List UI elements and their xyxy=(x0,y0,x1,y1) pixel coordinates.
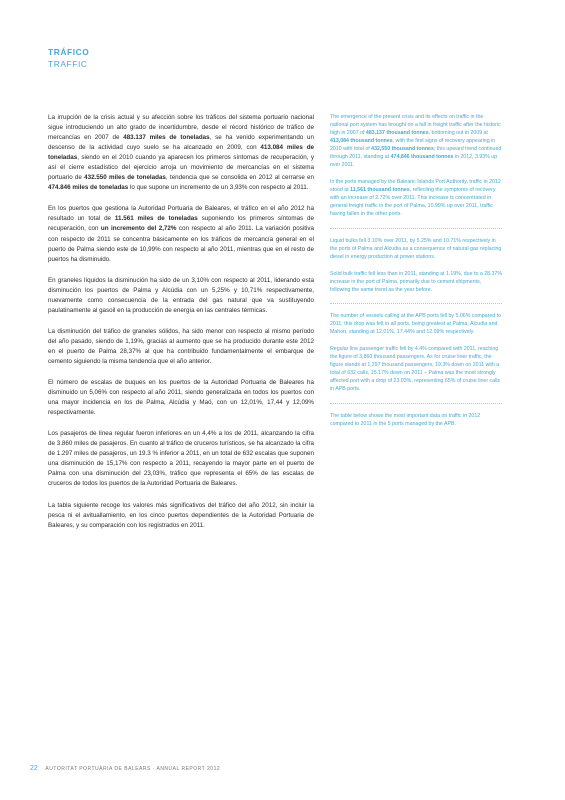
section-title-es: TRÁFICO xyxy=(48,47,90,57)
section-header xyxy=(48,47,89,69)
paragraph-en-5: The number of vessels calling at the APB ports fell by 5.06% compared to 2011; this drop was felt in all ports, being greatest at Palma, Alcudia and Mahon, standing at 12.01%, 17.44% and 12.09% respectively. xyxy=(330,313,502,336)
paragraph-es-4: La disminución del tráfico de graneles sólidos, ha sido menor con respecto al mismo período del año pasado, siendo de 1,19%, gracias al aumento que se ha producido durante este 2012 en el puerto de Palma 28,37% al que ha contribuido fundamentalmente el embarque de cemento siguiendo la misma tendencia que el año anterior. xyxy=(48,327,314,365)
page-footer xyxy=(30,765,220,772)
paragraph-en-4: Solid bulk traffic fell less than in 2011, standing at 1.19%, due to a 28.37% increase in the port of Palma, primarily due to cement shipments, following the same trend as the year before. xyxy=(330,270,503,293)
english-column xyxy=(330,113,502,437)
paragraph-en-2: In the ports managed by the Balearic Islands Port Authority, traffic in 2012 stood at 11,561 thousand tonnes, reflecting the symptoms of recovery with an increase of 2.72% over 2011. This increase is concentrated in general freight traffic in the port of Palma, 10.99% up over 2011, traffic having fallen in the other ports. xyxy=(330,179,501,218)
divider xyxy=(330,403,502,404)
paragraph-es-7: La tabla siguiente recoge los valores más significativos del tráfico del año 2012, sin incluir la pesca ni el avituallamiento, en los cinco puertos dependientes de la Autoridad Portuaria de Baleares, y su comparación con los registrados en 2011. xyxy=(48,501,314,529)
paragraph-es-6: Los pasajeros de línea regular fueron inferiores en un 4,4% a los de 2011, alcanzando la cifra de 3.860 miles de pasajeros. En cuanto al tráfico de cruceros turísticos, se ha alcanzado la cifra de 1.297 miles de pasajeros, un 19.3 % inferior a 2011, en un total de 632 escalas que suponen una disminución de 15,17% con respecto a 2011, recayendo la mayor parte en el puerto de Palma con una disminución del 23,03%, tráfico que representa el 65% de las escalas de cruceros de todos los puertos de la Autoridad Portuaria de Baleares. xyxy=(48,430,314,488)
paragraph-es-2: En los puertos que gestiona la Autoridad Portuaria de Baleares, el tráfico en el año 2012 ha resultado un total de 11.561 miles de toneladas suponiendo los primeros síntomas de recuperación, con un incremento del 2,72% con respecto al año 2011. La variación positiva con respecto de 2011 se concentra básicamente en los tráficos de mercancía general en el puerto de Palma siendo este de 10,99% con respecto al año 2011, mientras que en el resto de puertos ha disminuido. xyxy=(48,205,314,263)
section-title-en: TRAFFIC xyxy=(48,59,88,69)
footer-text: AUTORITAT PORTUÀRIA DE BALEARS · ANNUAL REPORT 2012 xyxy=(45,766,221,772)
page-number: 22 xyxy=(30,765,38,772)
spanish-column xyxy=(48,113,314,542)
paragraph-es-1: La irrupción de la crisis actual y su afección sobre los tráficos del sistema portuario nacional sigue introduciendo un alto grado de incertidumbre, desde el récord histórico de tráfico de mercancías en 2007 de 483.137 miles de toneladas, se ha venido experimentando un descenso de la actividad cuyo suelo se ha alcanzado en 2009, con 413.084 miles de toneladas, siendo en el 2010 cuando ya aparecen los primeros síntomas de recuperación, y así el cierre estadístico del ejercicio arroja un movimiento de mercancías en el sistema portuario de 432.550 miles de toneladas, tendencia que se consolida en 2012 al cerrarse en 474.846 miles de toneladas lo que supone un incremento de un 3,93% con respecto al 2011. xyxy=(48,114,315,192)
divider xyxy=(330,228,502,229)
paragraph-en-7: The table below shows the most important data on traffic in 2012 compared to 2011 in the 5 ports managed by the APB. xyxy=(330,412,481,427)
divider xyxy=(330,303,502,304)
paragraph-es-3: En graneles líquidos la disminución ha sido de un 3,10% con respecto al 2011, liderando esta disminución los puertos de Palma y Alcúdia con un 5,25% y 10,71% respectivamente, nuevamente como consecuencia de la entrada del gas natural que va sustituyendo paulatinamente al gasoil en la producción de energía en las centrales térmicas. xyxy=(48,276,314,314)
paragraph-es-5: El número de escalas de buques en los puertos de la Autoridad Portuaria de Baleares ha disminuido un 5,06% con respecto al año 2011, siendo generalizada en todos los puertos con una mayor incidencia en los de Palma, Alcúdia y Maó, con un 12,01%, 17,44 y 12,09% respectivamente. xyxy=(48,379,314,417)
paragraph-en-1: The emergence of the present crisis and its effects on traffic in the national port system has brought on a fall in freight traffic after the historic high in 2007 of 483,137 thousand tonnes, bottoming out in 2009 at 413,084 thousand tonnes, with the first signs of recovery appearing in 2010 with total of 432,550 thousand tonnes; this upward trend continued through 2011, standing at 474,846 thousand tonnes in 2012, 3.93% up over 2011. xyxy=(330,114,502,169)
paragraph-en-6: Regular line passenger traffic fell by 4.4% compared with 2011, reaching the figure of 3,860 thousand passengers. As for cruise liner traffic, the figure stands at 1,297 thousand passengers, 19.3% down on 2011 with a total of 632 calls, 15.17% down on 2011 – Palma was the most strongly affected port with a drop of 23.03%, representing 65% of cruise liner calls in APB ports. xyxy=(330,346,501,393)
paragraph-en-3: Liquid bulks fell 3.10% over 2011, by 5.25% and 10.71% respectively in the ports of Palma and Alcudia as a consequence of natural gas replacing diesel in energy production at power stations. xyxy=(330,237,502,260)
